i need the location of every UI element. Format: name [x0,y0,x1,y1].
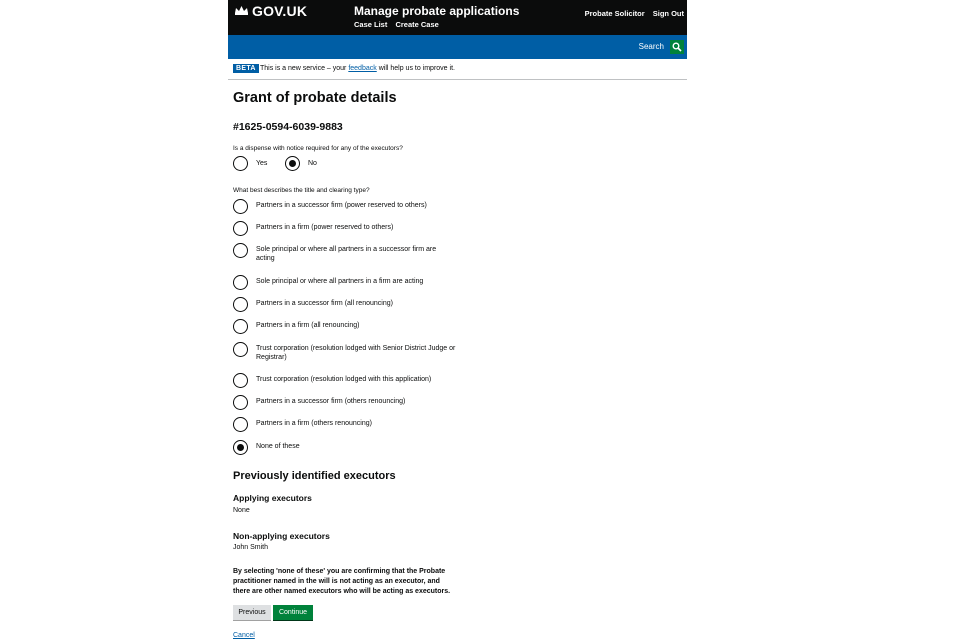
search-icon [672,42,682,52]
radio-no[interactable] [285,156,300,171]
continue-button[interactable]: Continue [273,605,313,621]
radio-option-6[interactable] [233,319,248,334]
radio-option-3-label[interactable]: Sole principal or where all partners in a successor firm are acting [256,246,437,262]
service-name[interactable]: Manage probate applications [354,4,520,18]
radio-option-none-label[interactable]: None of these [256,443,300,450]
radio-option-5-label[interactable]: Partners in a successor firm (all renouncing) [256,300,393,307]
radio-option-none[interactable] [233,440,248,455]
radio-yes[interactable] [233,156,248,171]
executors-heading: Previously identified executors [233,470,396,482]
case-id: #1625-0594-6039-9883 [233,121,343,133]
search-bar [228,35,687,59]
radio-option-7[interactable] [233,342,248,357]
radio-option-1[interactable] [233,199,248,214]
user-links [579,9,684,18]
applying-executors-value: None [233,507,250,514]
search-button[interactable] [670,40,684,54]
beta-text [260,65,455,72]
beta-text-before: This is a new service – your [260,65,347,72]
applying-executors-heading: Applying executors [233,493,312,503]
search-label[interactable]: Search [638,42,664,51]
radio-option-5[interactable] [233,297,248,312]
radio-no-label[interactable]: No [308,160,317,167]
radio-option-4-label[interactable]: Sole principal or where all partners in a firm are acting [256,278,424,285]
user-probate-solicitor[interactable]: Probate Solicitor [584,9,645,18]
page-title: Grant of probate details [233,90,397,106]
non-applying-executors-value: John Smith [233,544,269,551]
radio-option-10-label[interactable]: Partners in a firm (others renouncing) [256,420,372,427]
radio-option-2[interactable] [233,221,248,236]
cancel-link[interactable]: Cancel [233,632,255,639]
feedback-link[interactable]: feedback [348,65,377,72]
radio-option-10[interactable] [233,417,248,432]
radio-option-9-label[interactable]: Partners in a successor firm (others renouncing) [256,398,406,405]
header-bar [228,0,687,35]
title-question: What best describes the title and clearing type? [233,187,370,194]
header-nav [354,20,445,29]
radio-option-4[interactable] [233,275,248,290]
radio-option-2-label[interactable]: Partners in a firm (power reserved to others) [256,224,394,231]
beta-tag: BETA [233,64,259,73]
sign-out-link[interactable]: Sign Out [652,9,684,18]
nav-create-case[interactable]: Create Case [395,20,439,29]
radio-option-3[interactable] [233,243,248,258]
page-container [228,0,687,640]
radio-option-1-label[interactable]: Partners in a successor firm (power reserved to others) [256,202,427,209]
radio-option-9[interactable] [233,395,248,410]
radio-option-8[interactable] [233,373,248,388]
govuk-logo[interactable]: GOV.UK [252,3,308,19]
radio-yes-label[interactable]: Yes [256,160,268,167]
dispense-question: Is a dispense with notice required for any of the executors? [233,145,403,152]
beta-text-after: will help us to improve it. [378,65,455,72]
radio-option-8-label[interactable]: Trust corporation (resolution lodged with this application) [256,376,432,383]
beta-banner [228,59,687,80]
radio-option-6-label[interactable]: Partners in a firm (all renouncing) [256,322,360,329]
radio-option-7-label[interactable]: Trust corporation (resolution lodged with Senior District Judge or Registrar) [256,345,456,361]
none-of-these-warning: By selecting 'none of these' you are confirming that the Probate practitioner named in the will is not acting as an executor, and there are other named executors who will be acting as executors. [233,568,451,595]
crown-icon [234,5,249,16]
nav-case-list[interactable]: Case List [354,20,388,29]
previous-button[interactable]: Previous [233,605,271,621]
non-applying-executors-heading: Non-applying executors [233,531,330,541]
